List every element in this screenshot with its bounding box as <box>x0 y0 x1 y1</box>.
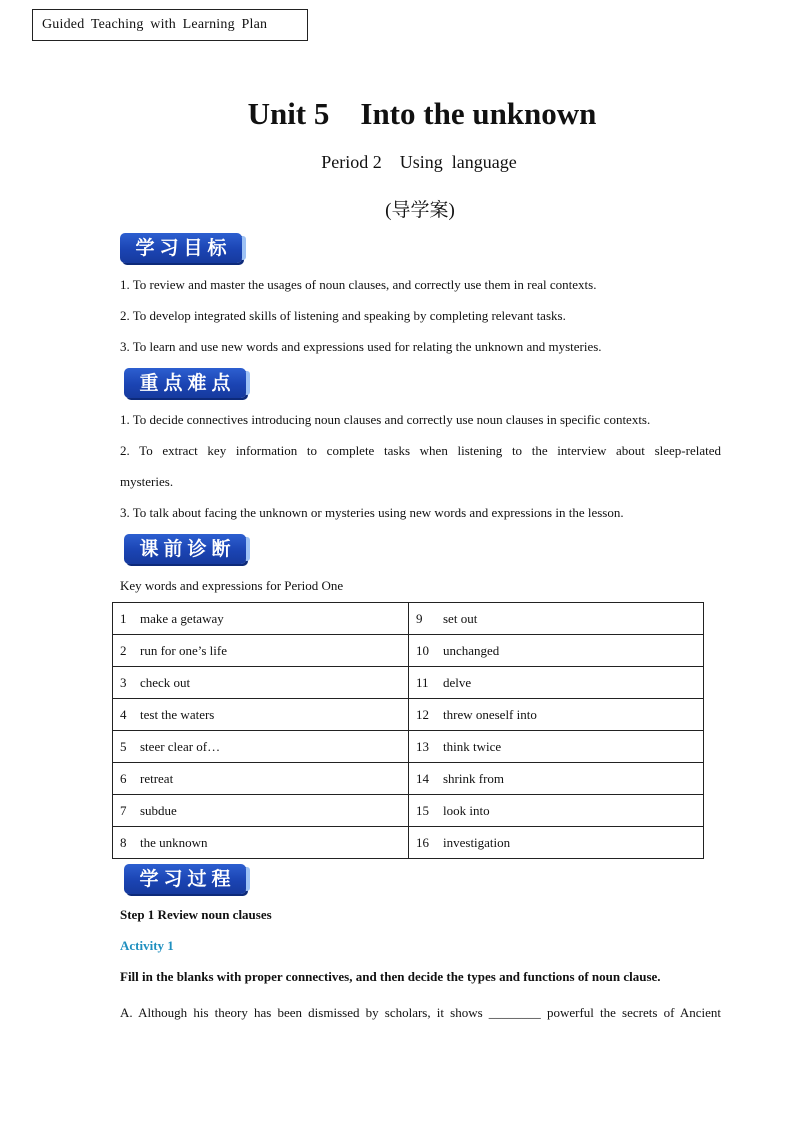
item-number: 12 <box>416 706 429 722</box>
item-number: 11 <box>416 674 429 690</box>
vocab-expression: subdue <box>140 802 177 818</box>
right-cell <box>409 699 704 731</box>
left-cell <box>113 731 409 763</box>
objective-item: 1. To review and master the usages of noun clauses, and correctly use them in real contexts. <box>120 277 597 292</box>
activity-instruction: Fill in the blanks with proper connectives, and then decide the types and functions of noun clause. <box>120 969 661 984</box>
left-cell <box>113 667 409 699</box>
right-cell <box>409 603 704 635</box>
item-number: 13 <box>416 738 429 754</box>
vocab-expression: set out <box>443 610 478 626</box>
item-number: 4 <box>120 706 127 722</box>
item-number: 8 <box>120 834 127 850</box>
key-points-badge: 重点难点 <box>124 368 246 398</box>
activity-heading: Activity 1 <box>120 938 174 953</box>
right-cell <box>409 763 704 795</box>
objective-item: 2. To develop integrated skills of listening and speaking by completing relevant tasks. <box>120 308 566 323</box>
table-row <box>113 731 704 763</box>
vocab-expression: the unknown <box>140 834 208 850</box>
left-cell <box>113 603 409 635</box>
document-header: Guided Teaching with Learning Plan <box>32 9 308 41</box>
table-row <box>113 667 704 699</box>
item-number: 3 <box>120 674 127 690</box>
process-badge: 学习过程 <box>124 864 246 894</box>
vocab-expression: think twice <box>443 738 502 754</box>
vocab-expression: test the waters <box>140 706 215 722</box>
item-number: 5 <box>120 738 127 754</box>
objective-item: 3. To learn and use new words and expressions used for relating the unknown and mysteries. <box>120 339 602 354</box>
vocab-expression: steer clear of… <box>140 738 221 754</box>
right-cell <box>409 795 704 827</box>
table-row <box>113 795 704 827</box>
left-cell <box>113 827 409 859</box>
page-subtitle: Period 2 Using language <box>321 152 517 172</box>
item-number: 10 <box>416 642 429 658</box>
item-number: 6 <box>120 770 127 786</box>
vocab-expression: shrink from <box>443 770 505 786</box>
vocab-expression: threw oneself into <box>443 706 537 722</box>
preview-badge: 课前诊断 <box>124 534 246 564</box>
vocab-expression: check out <box>140 674 191 690</box>
left-cell <box>113 699 409 731</box>
vocab-expression: run for one’s life <box>140 642 228 658</box>
vocab-intro: Key words and expressions for Period One <box>120 578 344 593</box>
left-cell <box>113 635 409 667</box>
vocab-expression: investigation <box>443 834 511 850</box>
item-number: 14 <box>416 770 429 786</box>
vocab-expression: delve <box>443 674 472 690</box>
table-row <box>113 827 704 859</box>
table-row <box>113 635 704 667</box>
left-cell <box>113 763 409 795</box>
vocab-expression: look into <box>443 802 490 818</box>
right-cell <box>409 731 704 763</box>
key-point-item: 3. To talk about facing the unknown or mysteries using new words and expressions in the lesson. <box>120 505 624 520</box>
vocab-expression: retreat <box>140 770 174 786</box>
right-cell <box>409 827 704 859</box>
vocab-expression: unchanged <box>443 642 500 658</box>
table-row <box>113 763 704 795</box>
key-point-item: 2. To extract key information to complete tasks when listening to the interview about sleep-related <box>120 443 721 458</box>
right-cell <box>409 635 704 667</box>
vocab-table <box>112 602 704 859</box>
vocab-expression: make a getaway <box>140 610 224 626</box>
objectives-badge: 学习目标 <box>120 233 242 263</box>
item-number: 9 <box>416 610 423 626</box>
key-point-item-continued: mysteries. <box>120 474 174 489</box>
left-cell <box>113 795 409 827</box>
item-number: 2 <box>120 642 127 658</box>
item-number: 7 <box>120 802 127 818</box>
page-subtitle-type: (导学案) <box>385 200 455 221</box>
exercise-item-a: A. Although his theory has been dismissed by scholars, it shows ________ powerful the secrets of Ancient <box>120 1005 721 1020</box>
item-number: 1 <box>120 610 127 626</box>
item-number: 16 <box>416 834 429 850</box>
right-cell <box>409 667 704 699</box>
table-row <box>113 603 704 635</box>
table-row <box>113 699 704 731</box>
step-heading: Step 1 Review noun clauses <box>120 907 272 922</box>
key-point-item: 1. To decide connectives introducing noun clauses and correctly use noun clauses in specific contexts. <box>120 412 651 427</box>
item-number: 15 <box>416 802 429 818</box>
page-title: Unit 5 Into the unknown <box>247 96 597 131</box>
